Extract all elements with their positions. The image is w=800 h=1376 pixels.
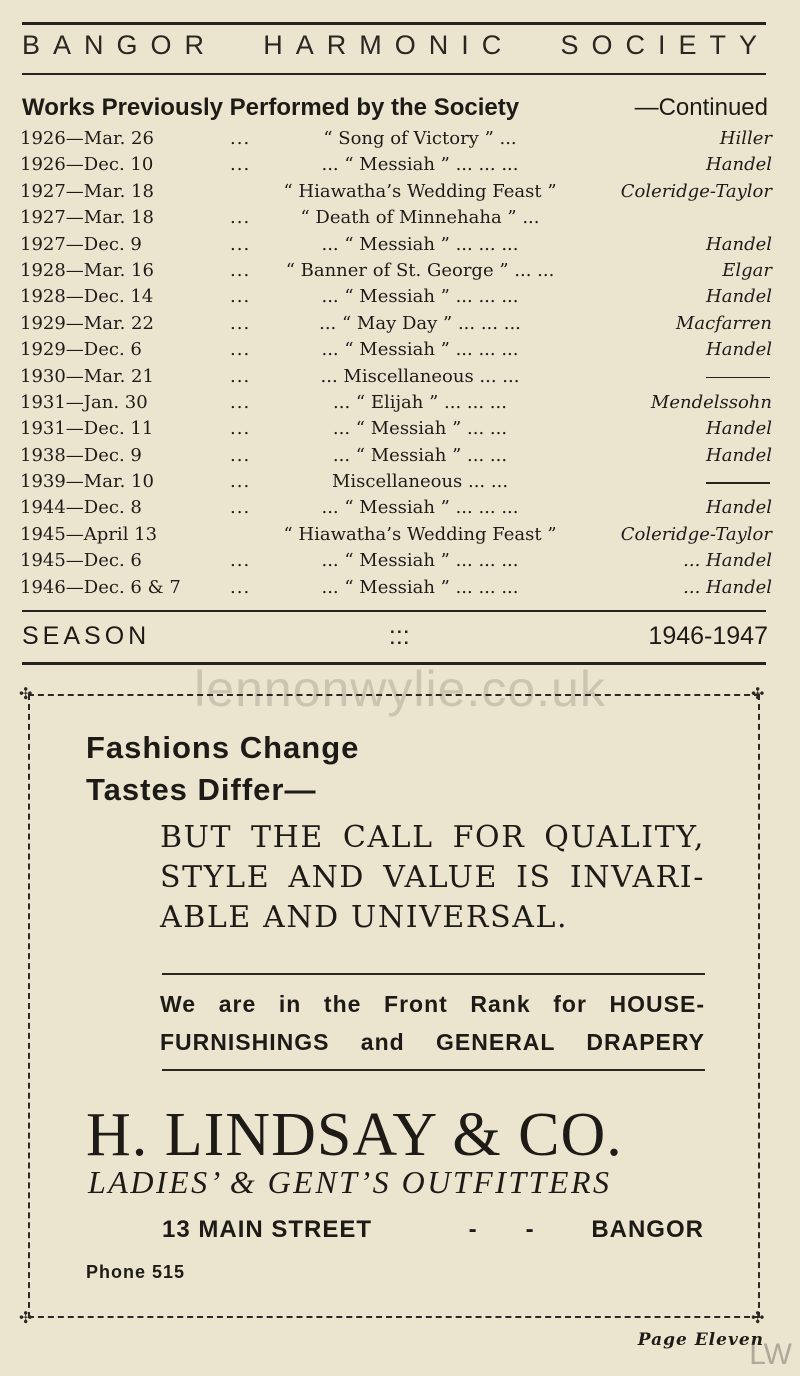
work-date: 1945—Dec. 6	[20, 550, 142, 572]
season-separator: :::	[388, 622, 410, 650]
work-leader-dots: ...	[230, 471, 251, 493]
ad-front-line: We are in the Front Rank for HOUSE-	[160, 991, 705, 1017]
work-row	[20, 364, 772, 390]
work-composer: Handel	[706, 286, 772, 308]
work-title: ... “ Messiah ” ... ...	[332, 444, 508, 466]
work-row	[20, 152, 772, 178]
work-date: 1929—Dec. 6	[20, 339, 142, 361]
header-rule	[22, 73, 766, 75]
work-leader-dots: ...	[230, 259, 251, 281]
work-leader-dots: ...	[230, 286, 251, 308]
work-date: 1927—Mar. 18	[20, 207, 154, 229]
work-composer: Macfarren	[675, 312, 772, 334]
work-row	[20, 205, 772, 231]
corner-ornament-icon: ✣	[19, 684, 33, 703]
work-composer: Handel	[706, 497, 772, 519]
society-title	[22, 30, 770, 61]
ad-body-line: BUT THE CALL FOR QUALITY,	[160, 820, 705, 855]
work-row	[20, 258, 772, 284]
work-leader-dots: ...	[230, 339, 251, 361]
work-composer: Handel	[706, 233, 772, 255]
work-title: ... “ Elijah ” ... ... ...	[333, 391, 507, 413]
work-row	[20, 416, 772, 442]
header-word-3: SOCIETY	[560, 30, 770, 60]
work-leader-dots: ...	[230, 154, 251, 176]
work-row	[20, 469, 772, 495]
work-title: ... Miscellaneous ... ...	[320, 365, 520, 387]
address-street: 13 MAIN STREET	[162, 1216, 373, 1243]
season-top-rule	[22, 610, 766, 612]
ad-body-line: ABLE AND UNIVERSAL.	[160, 900, 569, 935]
work-title: ... “ Messiah ” ... ... ...	[321, 339, 519, 361]
no-composer-dash	[706, 377, 770, 379]
work-leader-dots: ...	[230, 207, 251, 229]
work-composer: Mendelssohn	[650, 391, 772, 413]
work-date: 1944—Dec. 8	[20, 497, 142, 519]
address-town: BANGOR	[591, 1216, 704, 1243]
work-date: 1939—Mar. 10	[20, 471, 154, 493]
address-sep: -	[525, 1216, 535, 1243]
work-row	[20, 232, 772, 258]
ad-front-line: FURNISHINGS and GENERAL DRAPERY	[160, 1029, 705, 1055]
work-row	[20, 284, 772, 310]
work-title: ... “ Messiah ” ... ... ...	[321, 286, 519, 308]
ad-divider-top	[162, 973, 705, 975]
work-composer: ... Handel	[683, 576, 772, 598]
watermark-text: lennonwylie.co.uk	[194, 661, 606, 717]
work-title: ... “ Messiah ” ... ... ...	[321, 233, 519, 255]
work-title: ... “ Messiah ” ... ... ...	[321, 497, 519, 519]
season-years: 1946-1947	[648, 622, 768, 650]
top-rule	[22, 22, 766, 25]
work-leader-dots: ...	[230, 391, 251, 413]
work-composer: Coleridge-Taylor	[620, 523, 772, 545]
work-date: 1926—Dec. 10	[20, 154, 154, 176]
work-date: 1938—Dec. 9	[20, 444, 142, 466]
work-title: “ Hiawatha’s Wedding Feast ”	[283, 180, 557, 202]
company-name: H. LINDSAY & CO.	[86, 1101, 623, 1169]
company-tagline: LADIES’ & GENT’S OUTFITTERS	[88, 1164, 612, 1200]
header-word-1: BANGOR	[22, 30, 218, 60]
work-row	[20, 311, 772, 337]
work-composer: Elgar	[722, 259, 772, 281]
corner-ornament-icon: ✣	[751, 1308, 765, 1327]
work-date: 1946—Dec. 6 & 7	[20, 576, 181, 598]
company-phone: Phone 515	[86, 1262, 186, 1282]
work-row	[20, 390, 772, 416]
page-number: Page Eleven	[637, 1330, 764, 1350]
works-list	[20, 126, 772, 601]
work-title: “ Song of Victory ” ...	[323, 128, 517, 149]
work-leader-dots: ...	[230, 418, 251, 440]
work-title: “ Banner of St. George ” ... ...	[285, 259, 555, 281]
corner-ornament-icon: ✣	[751, 684, 765, 703]
work-leader-dots: ...	[230, 233, 251, 255]
work-row	[20, 495, 772, 521]
corner-ornament-icon: ✣	[19, 1308, 33, 1327]
work-composer: Handel	[706, 154, 772, 176]
work-row	[20, 575, 772, 601]
work-leader-dots: ...	[230, 365, 251, 387]
work-composer: Coleridge-Taylor	[620, 180, 772, 202]
address-separators	[469, 1216, 535, 1244]
work-date: 1928—Mar. 16	[20, 259, 154, 281]
work-title: “ Hiawatha’s Wedding Feast ”	[283, 523, 557, 545]
work-title: “ Death of Minnehaha ” ...	[300, 207, 540, 229]
ad-front-rank	[160, 985, 705, 1061]
address-sep: -	[468, 1216, 478, 1243]
work-composer: ... Handel	[683, 550, 772, 572]
work-leader-dots: ...	[230, 550, 251, 572]
work-leader-dots: ...	[230, 312, 251, 334]
work-date: 1927—Mar. 18	[20, 180, 154, 202]
work-composer: Hiller	[719, 128, 772, 149]
season-bar	[22, 622, 768, 651]
work-leader-dots: ...	[230, 128, 251, 149]
ad-divider-bottom	[162, 1069, 705, 1071]
work-date: 1931—Jan. 30	[20, 391, 148, 413]
work-row	[20, 126, 772, 152]
ad-body-line: STYLE AND VALUE IS INVARI-	[160, 860, 705, 895]
work-date: 1930—Mar. 21	[20, 365, 154, 387]
work-row	[20, 548, 772, 574]
section-heading-main: Works Previously Performed by the Society	[22, 94, 520, 121]
work-date: 1945—April 13	[20, 523, 158, 545]
work-leader-dots: ...	[230, 444, 251, 466]
company-address	[162, 1216, 704, 1244]
header-word-2: HARMONIC	[263, 30, 515, 60]
work-composer: Handel	[706, 339, 772, 361]
corner-watermark: LW	[749, 1338, 792, 1371]
work-title: Miscellaneous ... ...	[331, 471, 509, 493]
work-date: 1926—Mar. 26	[20, 128, 154, 149]
work-title: ... “ May Day ” ... ... ...	[319, 312, 521, 334]
section-heading	[22, 94, 768, 122]
work-date: 1928—Dec. 14	[20, 286, 154, 308]
ad-body	[160, 818, 705, 938]
work-row	[20, 179, 772, 205]
work-composer: Handel	[706, 418, 772, 440]
ad-headline-1: Fashions Change	[86, 730, 360, 765]
no-composer-dash	[706, 482, 770, 484]
section-heading-continued: —Continued	[634, 94, 768, 121]
season-label: SEASON	[22, 622, 151, 650]
work-date: 1929—Mar. 22	[20, 312, 154, 334]
work-title: ... “ Messiah ” ... ... ...	[321, 550, 519, 572]
work-date: 1927—Dec. 9	[20, 233, 142, 255]
work-leader-dots: ...	[230, 576, 251, 598]
work-title: ... “ Messiah ” ... ...	[332, 418, 508, 440]
work-row	[20, 522, 772, 548]
work-leader-dots: ...	[230, 497, 251, 519]
ad-headline-2: Tastes Differ—	[86, 772, 317, 807]
work-date: 1931—Dec. 11	[20, 418, 154, 440]
work-composer: Handel	[706, 444, 772, 466]
work-row	[20, 443, 772, 469]
work-title: ... “ Messiah ” ... ... ...	[321, 576, 519, 598]
work-row	[20, 337, 772, 363]
work-title: ... “ Messiah ” ... ... ...	[321, 154, 519, 176]
